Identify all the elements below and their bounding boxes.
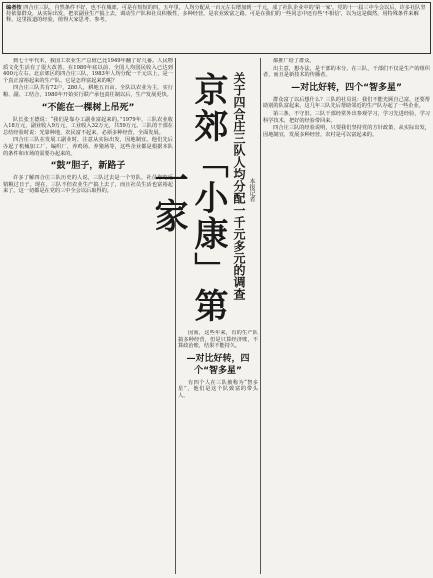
right-paragraph: 群众富了以后想什么？三队的社员说：我们不能光顾自己富，还要帮助别的队富起来。这几年三队先后帮助邻近的生产队办起了一些企业。: [263, 96, 430, 110]
center-paragraph: 因而，这些年来，有的生产队搞多种经营，但是只算经济账，不算政治账，结果不能持久。: [178, 330, 258, 350]
sub-headline: 关于四合庄三队人均分配一千元多元的调查: [232, 72, 246, 300]
left-column: [3, 58, 173, 574]
column-divider: [175, 58, 176, 574]
column-divider: [260, 58, 261, 574]
center-column: [178, 330, 258, 574]
editor-note-label: 编者按: [6, 5, 22, 11]
left-paragraph: 到七十年代末，我国工农业生产总值已比1949年翻了好几番。人民物质文化生活有了很大改善。在1980年底以前，全国人均国民收入已达到400元左右。北京郊区的四合庄三队，1983年人均分配一千元以上，是一个真正富裕起来的生产队。它是怎样富起来的呢？: [3, 58, 173, 84]
left-paragraph: 四合庄三队在发展工副业时，注意从实际出发，因地制宜。他们先后办起了机械加工厂、编织厂、养鸡场、养猪场等，这些企业都是根据本队的条件和市场的需要办起来的。: [3, 137, 173, 157]
right-paragraph: 第三条，不守旧。三队干部经常外出参观学习，学习先进经验，学习科学技术，把好的经验带回来。: [263, 110, 430, 124]
main-headline: 京郊「小康」第一家: [148, 72, 228, 324]
editor-note-box: [2, 2, 431, 54]
byline: 本报记者: [248, 178, 255, 202]
right-paragraph: 都推广给了群众。: [273, 58, 315, 64]
section-heading: “不能在一棵树上吊死”: [41, 102, 135, 113]
left-paragraph: 队长张玉德说：“我们是靠办工副业富起来的。”1979年，三队农业收入18万元，副业收入9万元，工业收入32万元，共59万元。三队的干部在总结经验时说：光靠种地，农民富不起来，必须多种经营，全面发展。: [3, 116, 173, 136]
left-paragraph: 四合庄三队共有72户，280人，耕地五百亩。全队以农业为主，实行粮、副、工结合，1980年开始实行联产承包责任制以后，生产发展更快。: [3, 85, 173, 98]
editor-note-text: 四合庄三队，自然条件不好，也不在城郊，可是在短短的四、五年里，人均分配从一百元左右增加到一千元，成了社队企业中的'第一家'。党的十一届三中全会以后，许多社队坚持依靠群众，从实际出发，把农副业生产搞上去，调动生产队和社员积极性，多种经营，是农业致富之路。可是在我们的一些同志中还有些'不相信'，以为这是偶然，用特殊条件来解释。这里报道的经验，值得大家思考、参考。: [6, 5, 426, 24]
center-paragraph: 有四个人在三队被称为“智多星”，他们是这个队致富的带头人。: [178, 379, 258, 399]
right-column: [263, 58, 430, 574]
right-paragraph: 出主意，想办法，是干部的本分。在三队，干部们不仅是生产的组织者，而且是新技术的传播者。: [263, 65, 430, 79]
section-heading: “鼓”胆子，新路子: [50, 161, 126, 172]
right-paragraph: 四合庄三队的经验说明，只要我们坚持党的方针政策，从实际出发，因地制宜，发展多种经营，农村是可以富起来的。: [263, 125, 430, 138]
section-heading: —对比好转，四个“智多星”: [291, 82, 402, 93]
section-heading: —对比好转，四个“智多星”: [186, 353, 250, 376]
headline-block: [148, 60, 258, 328]
left-paragraph: 许多了解四合庄三队历史的人说，三队过去是一个穷队，社员靠吃返销粮过日子。现在，三队不但农业生产搞上去了，而且社员生活也富裕起来了。这一切都是在党的三中全会以后取得的。: [3, 175, 173, 195]
